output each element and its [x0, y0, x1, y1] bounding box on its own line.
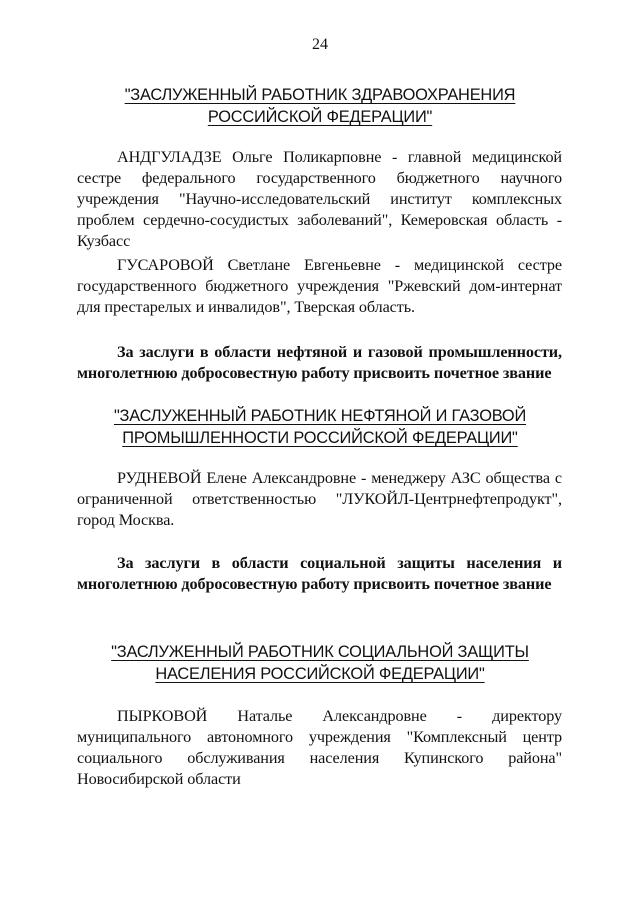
honorary-title-social-protection — [60, 641, 580, 685]
awardee-paragraph: РУДНЕВОЙ Елене Александровне - менеджеру АЗС общества с ограниченной ответственностью "ЛУКОЙЛ-Центрнефтепродукт", город Москва. — [77, 469, 562, 529]
title-line: "ЗАСЛУЖЕННЫЙ РАБОТНИК ЗДРАВООХРАНЕНИЯ — [124, 86, 516, 104]
title-line: НАСЕЛЕНИЯ РОССИЙСКОЙ ФЕДЕРАЦИИ" — [155, 665, 485, 683]
awardee-paragraph: ПЫРКОВОЙ Наталье Александровне - директору муниципального автономного учреждения "Комплексный центр социального обслуживания населения Купинского района" Новосибирской области — [77, 707, 562, 788]
honorary-title-healthcare — [60, 84, 580, 128]
decree-paragraph: За заслуги в области социальной защиты населения и многолетнюю добросовестную работу присвоить почетное звание — [77, 554, 562, 593]
decree-paragraph: За заслуги в области нефтяной и газовой промышленности, многолетнюю добросовестную работу присвоить почетное звание — [77, 343, 562, 382]
title-line: ПРОМЫШЛЕННОСТИ РОССИЙСКОЙ ФЕДЕРАЦИИ" — [122, 429, 518, 447]
awardee-paragraph: АНДГУЛАДЗЕ Ольге Поликарповне - главной медицинской сестре федерального государственного бюджетного научного учреждения "Научно-исследовательский институт комплексных проблем сердечно-сосудистых заболеваний", Кемеровская область - Кузбасс — [77, 148, 562, 250]
page-number: 24 — [312, 36, 328, 53]
title-line: РОССИЙСКОЙ ФЕДЕРАЦИИ" — [207, 108, 433, 126]
title-line: "ЗАСЛУЖЕННЫЙ РАБОТНИК СОЦИАЛЬНОЙ ЗАЩИТЫ — [111, 643, 529, 661]
awardee-paragraph: ГУСАРОВОЙ Светлане Евгеньевне - медицинской сестре государственного бюджетного учреждения "Ржевский дом-интернат для престарелых и инвалидов", Тверская область. — [77, 256, 562, 316]
title-line: "ЗАСЛУЖЕННЫЙ РАБОТНИК НЕФТЯНОЙ И ГАЗОВОЙ — [113, 407, 527, 425]
honorary-title-oil-gas — [60, 405, 580, 449]
